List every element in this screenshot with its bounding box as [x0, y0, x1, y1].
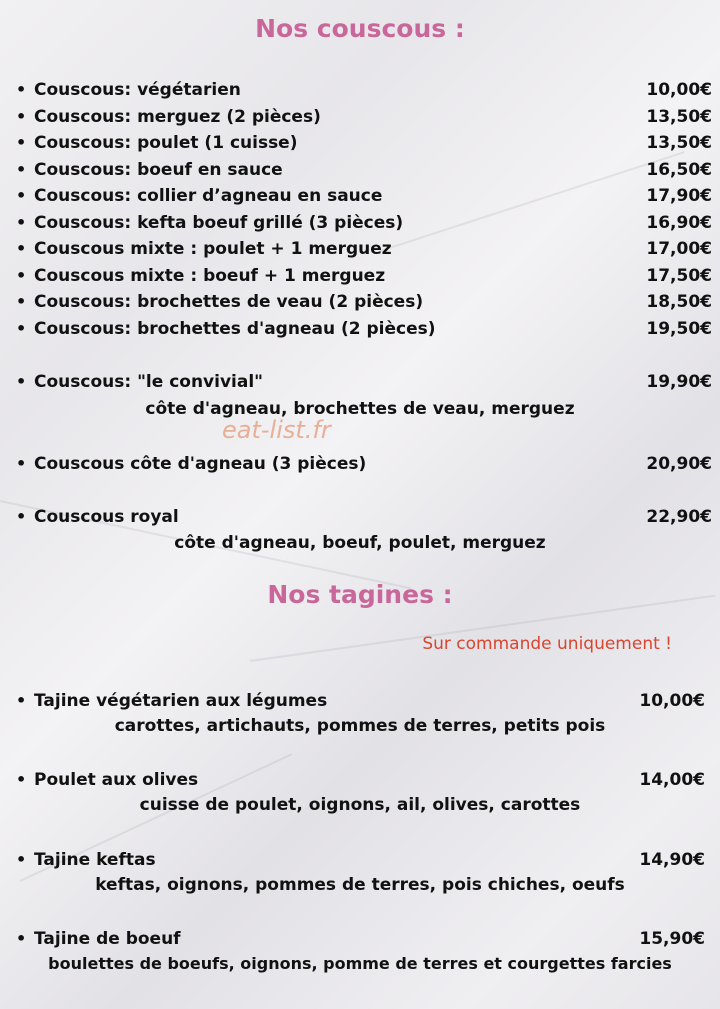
- menu-item-price: 16,90€: [646, 213, 712, 233]
- menu-item: [0, 211, 720, 237]
- bullet: •: [16, 454, 27, 473]
- menu-item-price: 16,50€: [646, 160, 712, 180]
- bullet: •: [16, 292, 27, 311]
- menu-item-price: 15,90€: [639, 929, 705, 949]
- bullet: •: [16, 107, 27, 126]
- menu-item-label: Couscous: brochettes d'agneau (2 pièces): [34, 319, 436, 339]
- menu-item-price: 19,90€: [646, 372, 712, 392]
- menu-item: [0, 237, 720, 263]
- menu-item-price: 10,00€: [646, 80, 712, 100]
- bullet: •: [16, 213, 27, 232]
- bullet: •: [16, 372, 27, 391]
- bullet: •: [16, 80, 27, 99]
- menu-item: [0, 927, 720, 953]
- menu-item-label: Couscous: merguez (2 pièces): [34, 107, 321, 127]
- menu-item-description: côte d'agneau, brochettes de veau, merguez: [145, 399, 575, 419]
- bullet: •: [16, 266, 27, 285]
- menu-item: [0, 78, 720, 104]
- couscous-heading: Nos couscous :: [255, 14, 465, 43]
- menu-item: [0, 290, 720, 316]
- menu-item-label: Couscous: "le convivial": [34, 372, 264, 392]
- menu-item-description: carottes, artichauts, pommes de terres, petits pois: [114, 716, 606, 736]
- menu-item-price: 14,00€: [639, 770, 705, 790]
- menu-item-price: 17,90€: [646, 186, 712, 206]
- menu-item-description: keftas, oignons, pommes de terres, pois chiches, oeufs: [95, 875, 625, 895]
- menu-item-label: Couscous: brochettes de veau (2 pièces): [34, 292, 424, 312]
- menu-item-label: Couscous: végétarien: [34, 80, 241, 100]
- menu-item-label: Couscous: collier d’agneau en sauce: [34, 186, 383, 206]
- bullet: •: [16, 239, 27, 258]
- bullet: •: [16, 929, 27, 948]
- menu-item: [0, 131, 720, 157]
- menu-item-price: 20,90€: [646, 454, 712, 474]
- bullet: •: [16, 186, 27, 205]
- menu-item-price: 14,90€: [639, 850, 705, 870]
- order-note: Sur commande uniquement !: [422, 634, 672, 654]
- menu-item-label: Couscous royal: [34, 507, 179, 527]
- menu-item-label: Couscous mixte : poulet + 1 merguez: [34, 239, 392, 259]
- menu-item-label: Couscous: poulet (1 cuisse): [34, 133, 298, 153]
- menu-item-price: 18,50€: [646, 292, 712, 312]
- menu-item-price: 10,00€: [639, 691, 705, 711]
- bullet: •: [16, 507, 27, 526]
- bullet: •: [16, 770, 27, 789]
- menu-item: [0, 317, 720, 343]
- menu-item: [0, 264, 720, 290]
- menu-item-label: Couscous: boeuf en sauce: [34, 160, 283, 180]
- menu-item-description: côte d'agneau, boeuf, poulet, merguez: [174, 533, 546, 553]
- bullet: •: [16, 133, 27, 152]
- menu-item-price: 17,00€: [646, 239, 712, 259]
- menu-item-label: Couscous mixte : boeuf + 1 merguez: [34, 266, 386, 286]
- menu-item: [0, 184, 720, 210]
- bullet: •: [16, 160, 27, 179]
- menu-item-label: Tajine keftas: [34, 850, 156, 870]
- menu-item-price: 17,50€: [646, 266, 712, 286]
- menu-item: [0, 505, 720, 531]
- menu-item: [0, 689, 720, 715]
- tagines-heading: Nos tagines :: [267, 580, 453, 609]
- menu-item-label: Couscous: kefta boeuf grillé (3 pièces): [34, 213, 404, 233]
- menu-item-price: 13,50€: [646, 107, 712, 127]
- menu-item: [0, 158, 720, 184]
- menu-item: [0, 768, 720, 794]
- menu-item: [0, 452, 720, 478]
- menu-item: [0, 105, 720, 131]
- menu-item-label: Tajine végétarien aux légumes: [34, 691, 328, 711]
- bullet: •: [16, 319, 27, 338]
- watermark: eat-list.fr: [222, 416, 331, 444]
- menu-item-description: cuisse de poulet, oignons, ail, olives, carottes: [139, 795, 581, 815]
- menu-item-label: Poulet aux olives: [34, 770, 199, 790]
- menu-item-price: 22,90€: [646, 507, 712, 527]
- bullet: •: [16, 691, 27, 710]
- menu-item-price: 19,50€: [646, 319, 712, 339]
- menu-item-description: boulettes de boeufs, oignons, pomme de terres et courgettes farcies: [48, 954, 672, 973]
- menu-item-label: Tajine de boeuf: [34, 929, 181, 949]
- menu-item-label: Couscous côte d'agneau (3 pièces): [34, 454, 367, 474]
- menu-item-price: 13,50€: [646, 133, 712, 153]
- bullet: •: [16, 850, 27, 869]
- menu-item: [0, 370, 720, 396]
- menu-item: [0, 848, 720, 874]
